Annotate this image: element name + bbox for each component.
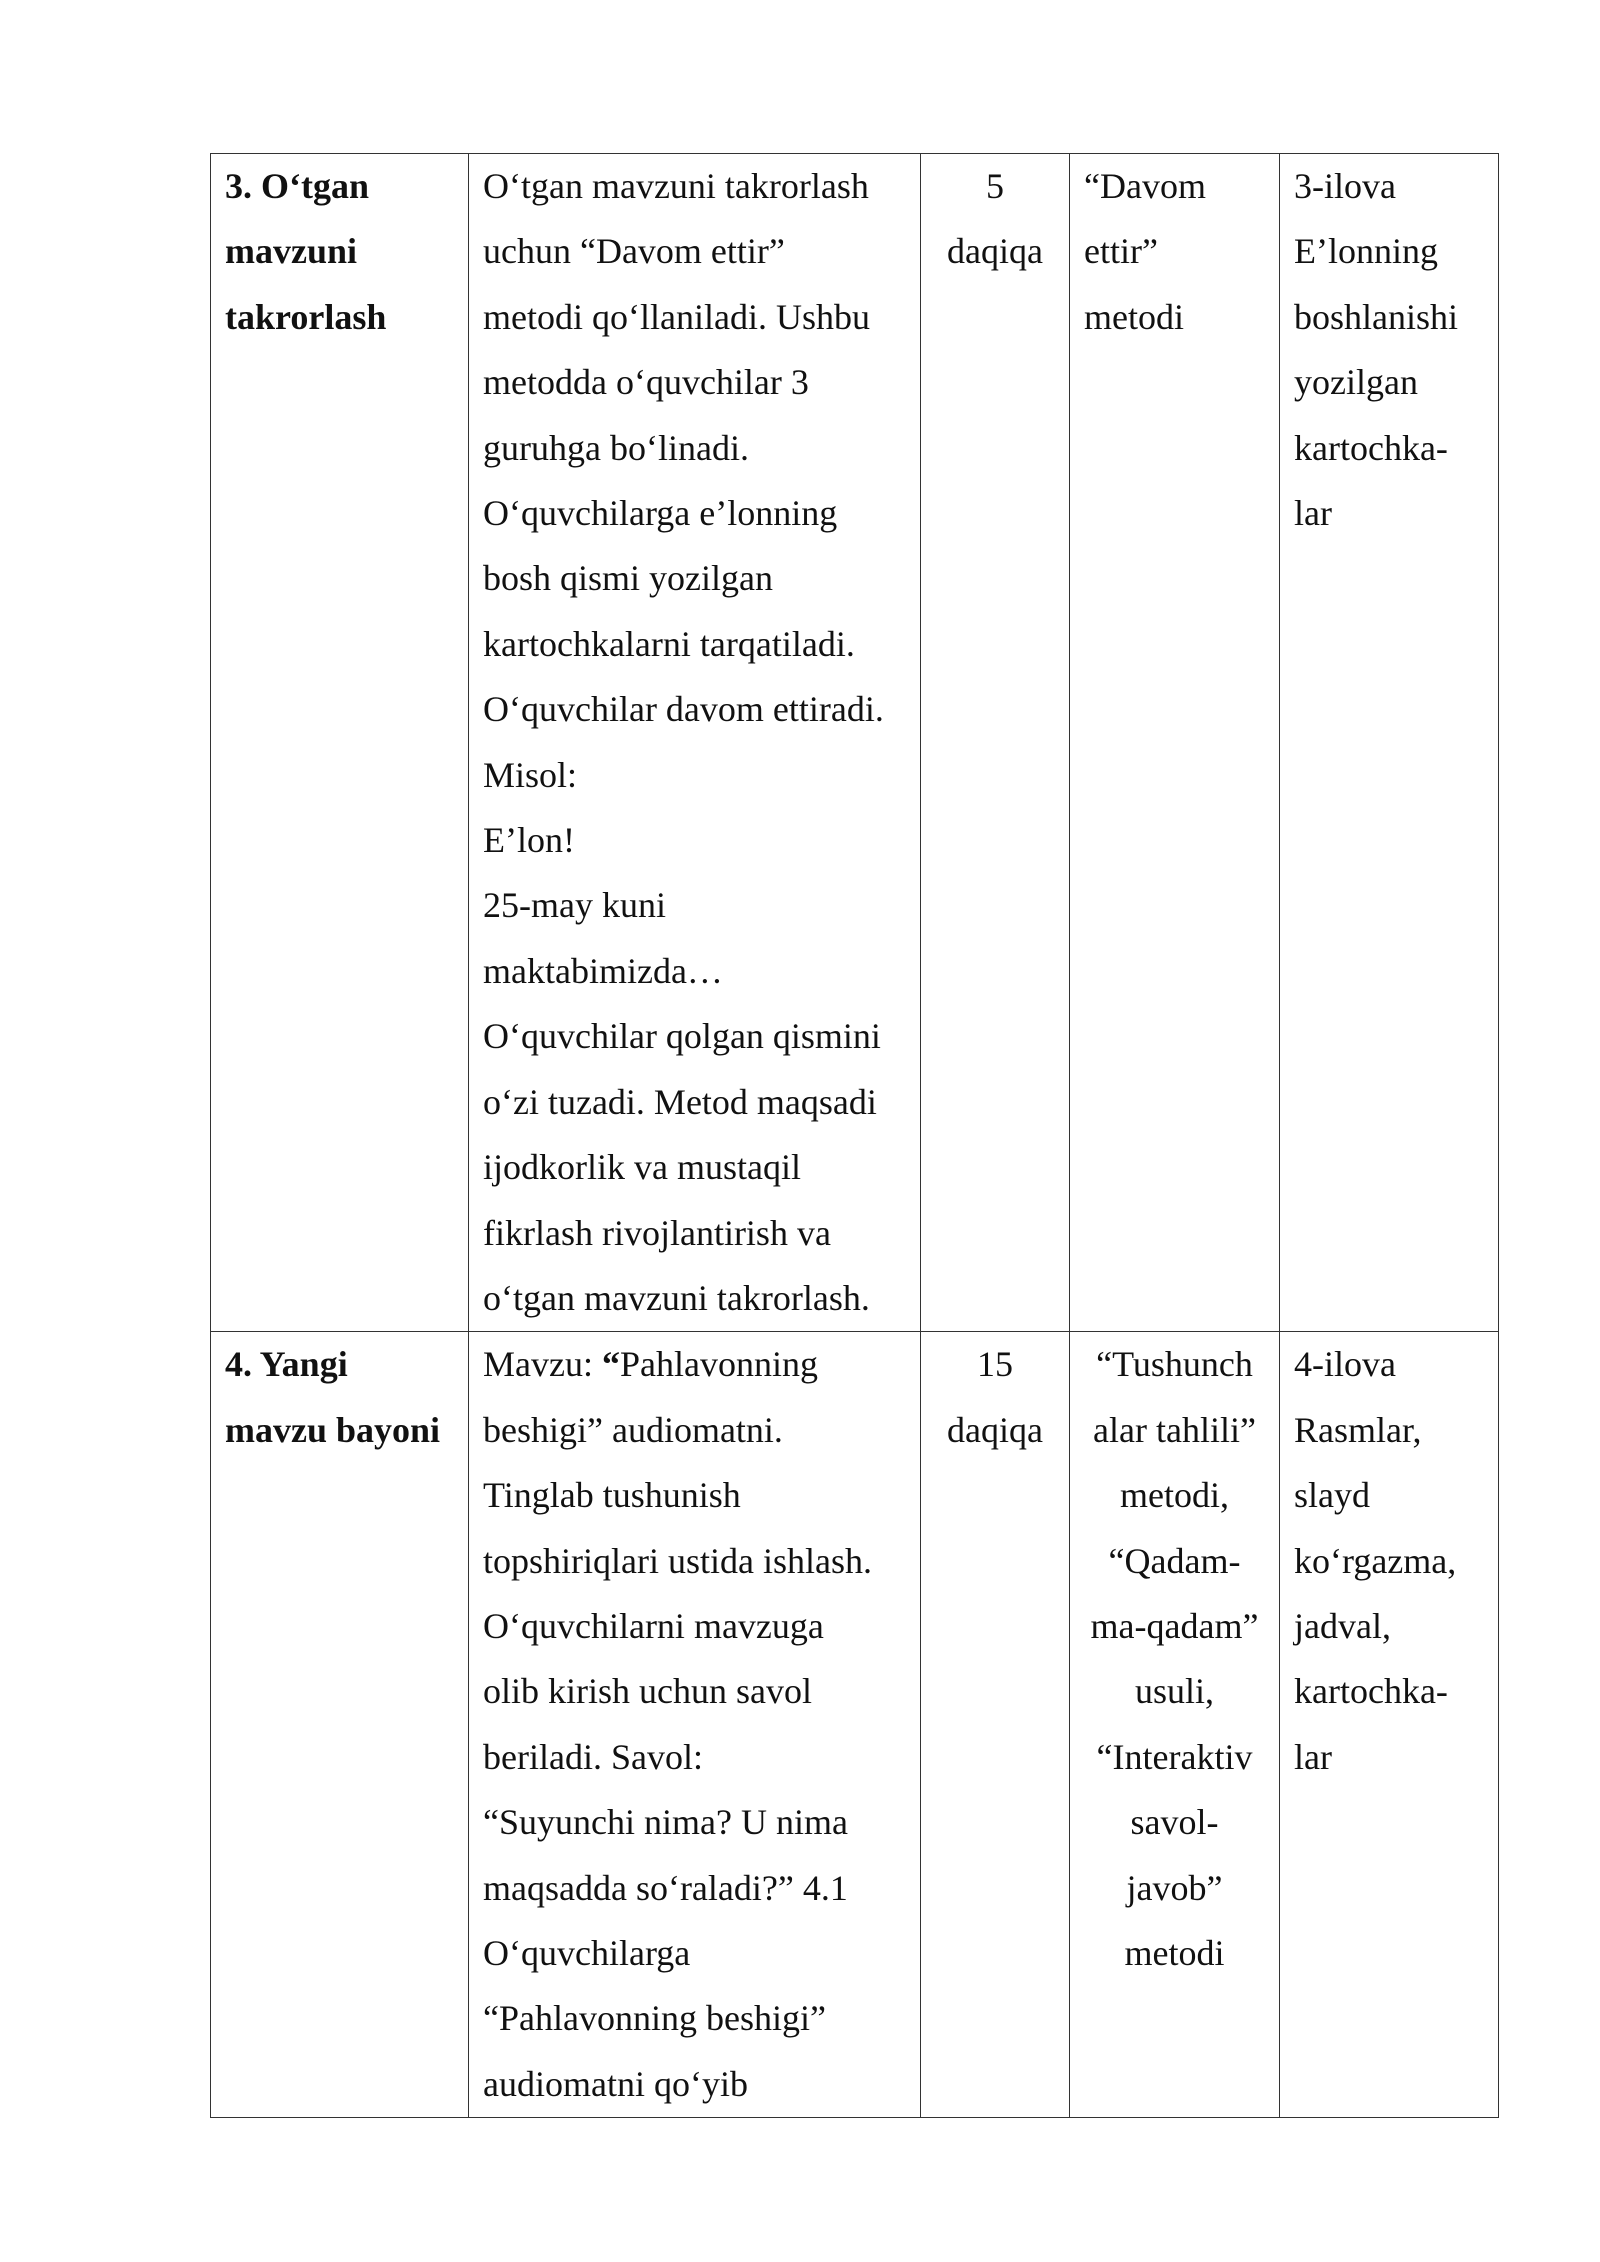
stage-cell: 4. Yangi mavzu bayoni (211, 1332, 469, 2118)
materials-cell: 4-ilova Rasmlar, slayd ko‘rgazma, jadval, kartochka- lar (1280, 1332, 1499, 2118)
method-cell: “Davom ettir” metodi (1070, 154, 1280, 1332)
topic-line: Mavzu: “Pahlavonning (483, 1344, 818, 1385)
materials-cell: 3-ilova E’lonning boshlanishi yozilgan kartochka- lar (1280, 154, 1499, 1332)
time-cell: 5 daqiqa (921, 154, 1070, 1332)
stage-cell: 3. O‘tgan mavzuni takrorlash (211, 154, 469, 1332)
time-cell: 15 daqiqa (921, 1332, 1070, 2118)
table-row (211, 1332, 1499, 2118)
content-cell: Mavzu: “Pahlavonning beshigi” audiomatni. Tinglab tushunish topshiriqlari ustida ishlash. O‘quvchilarni mavzuga olib kirish uchun savol beriladi. Savol: “Suyunchi nima? U nima maqsadda so‘raladi?” 4.1 O‘quvchilarga “Pahlavonning beshigi” audiomatni qo‘yib (469, 1332, 921, 2118)
content-cell: O‘tgan mavzuni takrorlash uchun “Davom ettir” metodi qo‘llaniladi. Ushbu metodda o‘quvchilar 3 guruhga bo‘linadi. O‘quvchilarga e’lonning bosh qismi yozilgan kartochkalarni tarqatiladi. O‘quvchilar davom ettiradi. Misol: E’lon! 25-may kuni maktabimizda… O‘quvchilar qolgan qismini o‘zi tuzadi. Metod maqsadi ijodkorlik va mustaqil fikrlash rivojlantirish va o‘tgan mavzuni takrorlash. (469, 154, 921, 1332)
lesson-plan-table (210, 153, 1499, 2118)
method-cell: “Tushunch alar tahlili” metodi, “Qadam- ma-qadam” usuli, “Interaktiv savol- javob” metodi (1070, 1332, 1280, 2118)
table-row (211, 154, 1499, 1332)
